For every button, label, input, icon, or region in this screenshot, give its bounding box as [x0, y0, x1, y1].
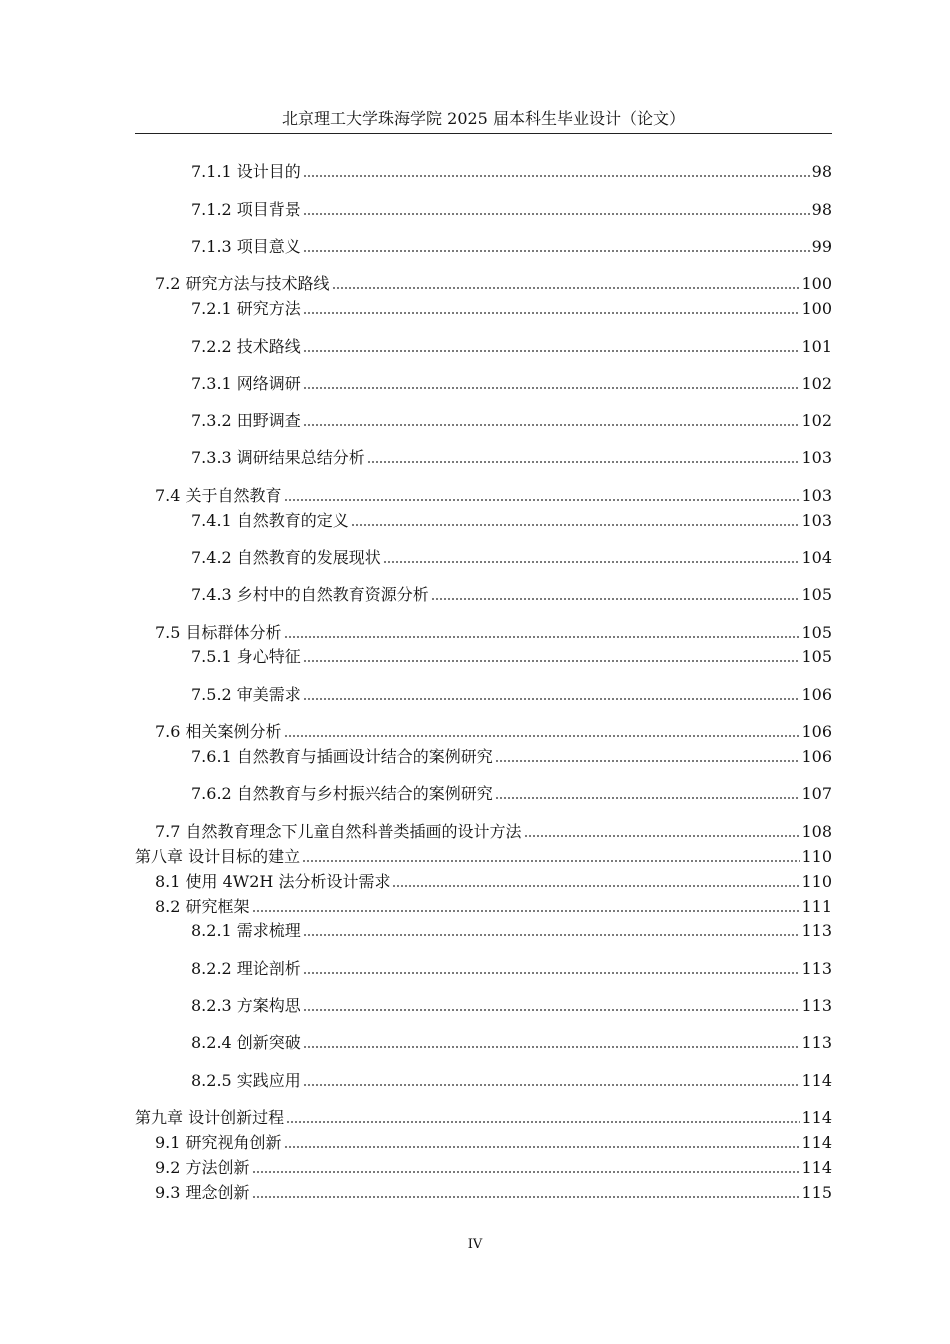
toc-leader-dots	[303, 387, 801, 389]
toc-entry-page: 103	[801, 486, 832, 505]
toc-entry-page: 114	[801, 1071, 832, 1090]
toc-leader-dots	[252, 1196, 801, 1198]
toc-entry[interactable]	[135, 845, 832, 867]
toc-entry[interactable]	[155, 895, 832, 917]
toc-entry-title: 8.2.3 方案构思	[191, 996, 301, 1015]
toc-entry[interactable]	[155, 621, 832, 643]
toc-leader-dots	[332, 287, 801, 289]
toc-entry-page: 113	[801, 996, 832, 1015]
toc-leader-dots	[303, 250, 811, 252]
toc-entry[interactable]	[155, 720, 832, 742]
toc-entry-title: 第八章 设计目标的建立	[135, 847, 301, 866]
toc-entry[interactable]	[191, 994, 832, 1016]
toc-entry[interactable]	[191, 235, 832, 257]
toc-entry-title: 7.5 目标群体分析	[155, 623, 282, 642]
page-number: IV	[467, 1237, 483, 1252]
toc-entry-page: 100	[801, 299, 832, 318]
toc-entry-title: 7.1.2 项目背景	[191, 200, 301, 219]
toc-entry-title: 7.4.1 自然教育的定义	[191, 511, 349, 530]
toc-leader-dots	[286, 1121, 800, 1123]
toc-entry-title: 7.6.1 自然教育与插画设计结合的案例研究	[191, 747, 493, 766]
toc-entry-page: 110	[801, 847, 832, 866]
toc-entry-page: 113	[801, 921, 832, 940]
toc-entry-page: 115	[801, 1183, 832, 1202]
toc-leader-dots	[303, 350, 801, 352]
toc-entry-page: 101	[801, 337, 832, 356]
toc-entry-page: 106	[801, 685, 832, 704]
toc-entry-page: 98	[811, 162, 832, 181]
toc-leader-dots	[303, 312, 801, 314]
toc-leader-dots	[495, 797, 801, 799]
toc-entry-page: 113	[801, 959, 832, 978]
toc-entry-page: 105	[801, 585, 832, 604]
toc-entry-title: 7.3.3 调研结果总结分析	[191, 448, 365, 467]
toc-entry-title: 8.2.2 理论剖析	[191, 959, 301, 978]
toc-entry-title: 7.2.2 技术路线	[191, 337, 301, 356]
toc-entry[interactable]	[191, 782, 832, 804]
toc-entry-title: 7.6.2 自然教育与乡村振兴结合的案例研究	[191, 784, 493, 803]
toc-entry[interactable]	[191, 546, 832, 568]
toc-entry-title: 7.4.3 乡村中的自然教育资源分析	[191, 585, 429, 604]
toc-entry-page: 106	[801, 722, 832, 741]
toc-entry[interactable]	[191, 372, 832, 394]
toc-entry-title: 7.6 相关案例分析	[155, 722, 282, 741]
toc-leader-dots	[495, 760, 801, 762]
toc-entry[interactable]	[191, 198, 832, 220]
toc-entry-page: 105	[801, 623, 832, 642]
toc-entry-page: 114	[801, 1133, 832, 1152]
toc-entry[interactable]	[155, 484, 832, 506]
toc-entry-title: 7.5.2 审美需求	[191, 685, 301, 704]
toc-entry-title: 7.3.2 田野调查	[191, 411, 301, 430]
toc-entry[interactable]	[191, 919, 832, 941]
toc-leader-dots	[303, 972, 801, 974]
toc-leader-dots	[303, 213, 811, 215]
toc-entry-page: 106	[801, 747, 832, 766]
toc-leader-dots	[303, 1084, 801, 1086]
toc-entry[interactable]	[191, 583, 832, 605]
toc-entry-page: 107	[801, 784, 832, 803]
toc-entry-title: 8.2.5 实践应用	[191, 1071, 301, 1090]
toc-entry[interactable]	[191, 683, 832, 705]
toc-leader-dots	[284, 499, 801, 501]
toc-entry[interactable]	[191, 409, 832, 431]
toc-entry-page: 103	[801, 448, 832, 467]
page-footer	[0, 1237, 950, 1253]
toc-leader-dots	[303, 660, 801, 662]
toc-leader-dots	[431, 598, 801, 600]
toc-entry-page: 102	[801, 374, 832, 393]
toc-leader-dots	[252, 910, 801, 912]
toc-entry[interactable]	[191, 160, 832, 182]
toc-leader-dots	[303, 934, 801, 936]
toc-entry[interactable]	[191, 1069, 832, 1091]
toc-entry[interactable]	[191, 957, 832, 979]
toc-entry[interactable]	[155, 272, 832, 294]
toc-entry-page: 104	[801, 548, 832, 567]
toc-entry[interactable]	[191, 1031, 832, 1053]
toc-entry-title: 8.2.4 创新突破	[191, 1033, 301, 1052]
toc-entry[interactable]	[191, 645, 832, 667]
toc-entry-page: 110	[801, 872, 832, 891]
toc-entry[interactable]	[191, 297, 832, 319]
toc-leader-dots	[252, 1171, 801, 1173]
toc-entry[interactable]	[155, 1131, 832, 1153]
toc-leader-dots	[303, 1046, 801, 1048]
toc-entry-title: 8.2.1 需求梳理	[191, 921, 301, 940]
toc-entry-title: 8.1 使用 4W2H 法分析设计需求	[155, 872, 391, 891]
toc-entry-title: 9.2 方法创新	[155, 1158, 250, 1177]
toc-leader-dots	[284, 1146, 801, 1148]
toc-entry-title: 7.4 关于自然教育	[155, 486, 282, 505]
toc-entry-title: 7.4.2 自然教育的发展现状	[191, 548, 381, 567]
toc-entry-title: 7.5.1 身心特征	[191, 647, 301, 666]
toc-entry[interactable]	[191, 446, 832, 468]
toc-entry-title: 7.3.1 网络调研	[191, 374, 301, 393]
toc-entry-page: 113	[801, 1033, 832, 1052]
toc-entry[interactable]	[135, 1106, 832, 1128]
toc-entry[interactable]	[155, 1156, 832, 1178]
toc-entry-title: 第九章 设计创新过程	[135, 1108, 285, 1127]
toc-entry[interactable]	[155, 870, 832, 892]
toc-entry[interactable]	[191, 509, 832, 531]
toc-leader-dots	[302, 860, 800, 862]
toc-leader-dots	[524, 835, 801, 837]
toc-entry-page: 108	[801, 822, 832, 841]
toc-entry-page: 98	[811, 200, 832, 219]
toc-entry-title: 7.7 自然教育理念下儿童自然科普类插画的设计方法	[155, 822, 522, 841]
toc-leader-dots	[392, 885, 800, 887]
toc-leader-dots	[303, 175, 811, 177]
toc-entry[interactable]	[191, 335, 832, 357]
toc-leader-dots	[303, 1009, 801, 1011]
toc-entry-page: 114	[801, 1158, 832, 1177]
toc-entry-page: 99	[811, 237, 832, 256]
toc-leader-dots	[303, 424, 801, 426]
toc-leader-dots	[367, 461, 801, 463]
toc-entry-title: 7.1.3 项目意义	[191, 237, 301, 256]
toc-entry-page: 105	[801, 647, 832, 666]
toc-entry[interactable]	[155, 1181, 832, 1203]
toc-entry[interactable]	[155, 820, 832, 842]
toc-leader-dots	[351, 524, 801, 526]
toc-entry-page: 111	[801, 897, 832, 916]
toc-leader-dots	[284, 636, 801, 638]
toc-leader-dots	[284, 735, 801, 737]
toc-entry-page: 102	[801, 411, 832, 430]
page-header	[135, 106, 832, 134]
toc-entry-page: 100	[801, 274, 832, 293]
toc-leader-dots	[303, 698, 801, 700]
toc-entry[interactable]	[191, 745, 832, 767]
toc-entry-title: 9.3 理念创新	[155, 1183, 250, 1202]
toc-leader-dots	[383, 561, 801, 563]
toc-entry-title: 7.1.1 设计目的	[191, 162, 301, 181]
header-title: 北京理工大学珠海学院 2025 届本科生毕业设计（论文）	[282, 109, 685, 128]
toc-entry-title: 7.2 研究方法与技术路线	[155, 274, 330, 293]
toc-entry-page: 103	[801, 511, 832, 530]
toc-entry-title: 8.2 研究框架	[155, 897, 250, 916]
toc-entry-title: 7.2.1 研究方法	[191, 299, 301, 318]
toc-entry-page: 114	[801, 1108, 832, 1127]
toc-entry-title: 9.1 研究视角创新	[155, 1133, 282, 1152]
